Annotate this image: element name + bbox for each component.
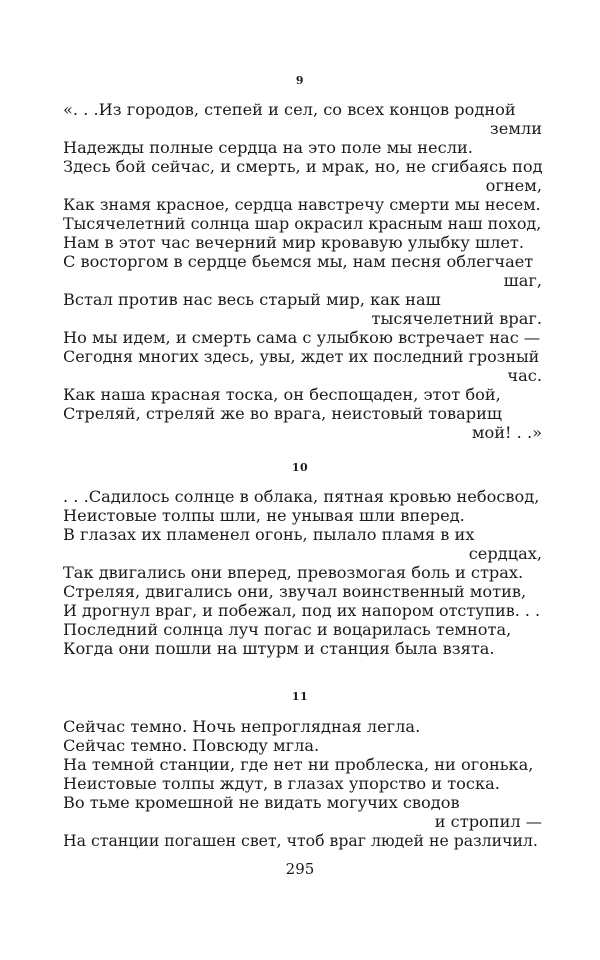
poem-line: В глазах их пламенел огонь, пылало пламя в их <box>63 525 475 544</box>
section-number-11: 11 <box>291 690 309 703</box>
section-number-10: 10 <box>291 461 309 474</box>
poem-line: Во тьме кромешной не видать могучих сводов <box>63 793 460 812</box>
poem-line: «. . .Из городов, степей и сел, со всех концов родной <box>63 100 516 119</box>
poem-line-continuation: шаг, <box>503 271 542 290</box>
poem-line: Надежды полные сердца на это поле мы несли. <box>63 138 473 157</box>
poem-line: И дрогнул враг, и побежал, под их напором отступив. . . <box>63 601 541 620</box>
poem-line-continuation: огнем, <box>485 176 542 195</box>
poem-line-continuation: час. <box>507 366 542 385</box>
poem-line: Стреляй, стреляй же во врага, неистовый товарищ <box>63 404 502 423</box>
poem-line-continuation: и стропил — <box>434 812 542 831</box>
poem-line: Как знамя красное, сердца навстречу смерти мы несем. <box>63 195 541 214</box>
poem-line: Так двигались они вперед, превозмогая боль и страх. <box>63 563 524 582</box>
poem-line: Неистовые толпы шли, не унывая шли вперед. <box>63 506 465 525</box>
poem-line-continuation: тысячелетний враг. <box>371 309 542 328</box>
poem-line: Сейчас темно. Ночь непроглядная легла. <box>63 717 421 736</box>
poem-line: . . .Садилось солнце в облака, пятная кровью небосвод, <box>63 487 540 506</box>
poem-line: Тысячелетний солнца шар окрасил красным наш поход, <box>63 214 542 233</box>
poem-line: Когда они пошли на штурм и станция была взята. <box>63 639 495 658</box>
poem-line: На темной станции, где нет ни проблеска, ни огонька, <box>63 755 534 774</box>
poem-line: Но мы идем, и смерть сама с улыбкою встречает нас — <box>63 328 541 347</box>
poem-line-continuation: земли <box>489 119 542 138</box>
poem-line: Нам в этот час вечерний мир кровавую улыбку шлет. <box>63 233 525 252</box>
poem-line: Стреляя, двигались они, звучал воинственный мотив, <box>63 582 527 601</box>
poem-line: Встал против нас весь старый мир, как наш <box>63 290 441 309</box>
poem-line-continuation: мой! . .» <box>471 423 542 442</box>
poem-line: Неистовые толпы ждут, в глазах упорство и тоска. <box>63 774 500 793</box>
poem-line-continuation: сердцах, <box>468 544 542 563</box>
poem-line: С восторгом в сердце бьемся мы, нам песня облегчает <box>63 252 534 271</box>
poem-line: На станции погашен свет, чтоб враг людей не различил. <box>63 831 538 850</box>
page-number: 295 <box>285 860 315 878</box>
poem-line: Здесь бой сейчас, и смерть, и мрак, но, не сгибаясь под <box>63 157 543 176</box>
poem-line: Сегодня многих здесь, увы, ждет их последний грозный <box>63 347 540 366</box>
poem-line: Как наша красная тоска, он беспощаден, этот бой, <box>63 385 501 404</box>
poem-line: Сейчас темно. Повсюду мгла. <box>63 736 320 755</box>
section-number-9: 9 <box>295 74 305 87</box>
poem-line: Последний солнца луч погас и воцарилась темнота, <box>63 620 512 639</box>
